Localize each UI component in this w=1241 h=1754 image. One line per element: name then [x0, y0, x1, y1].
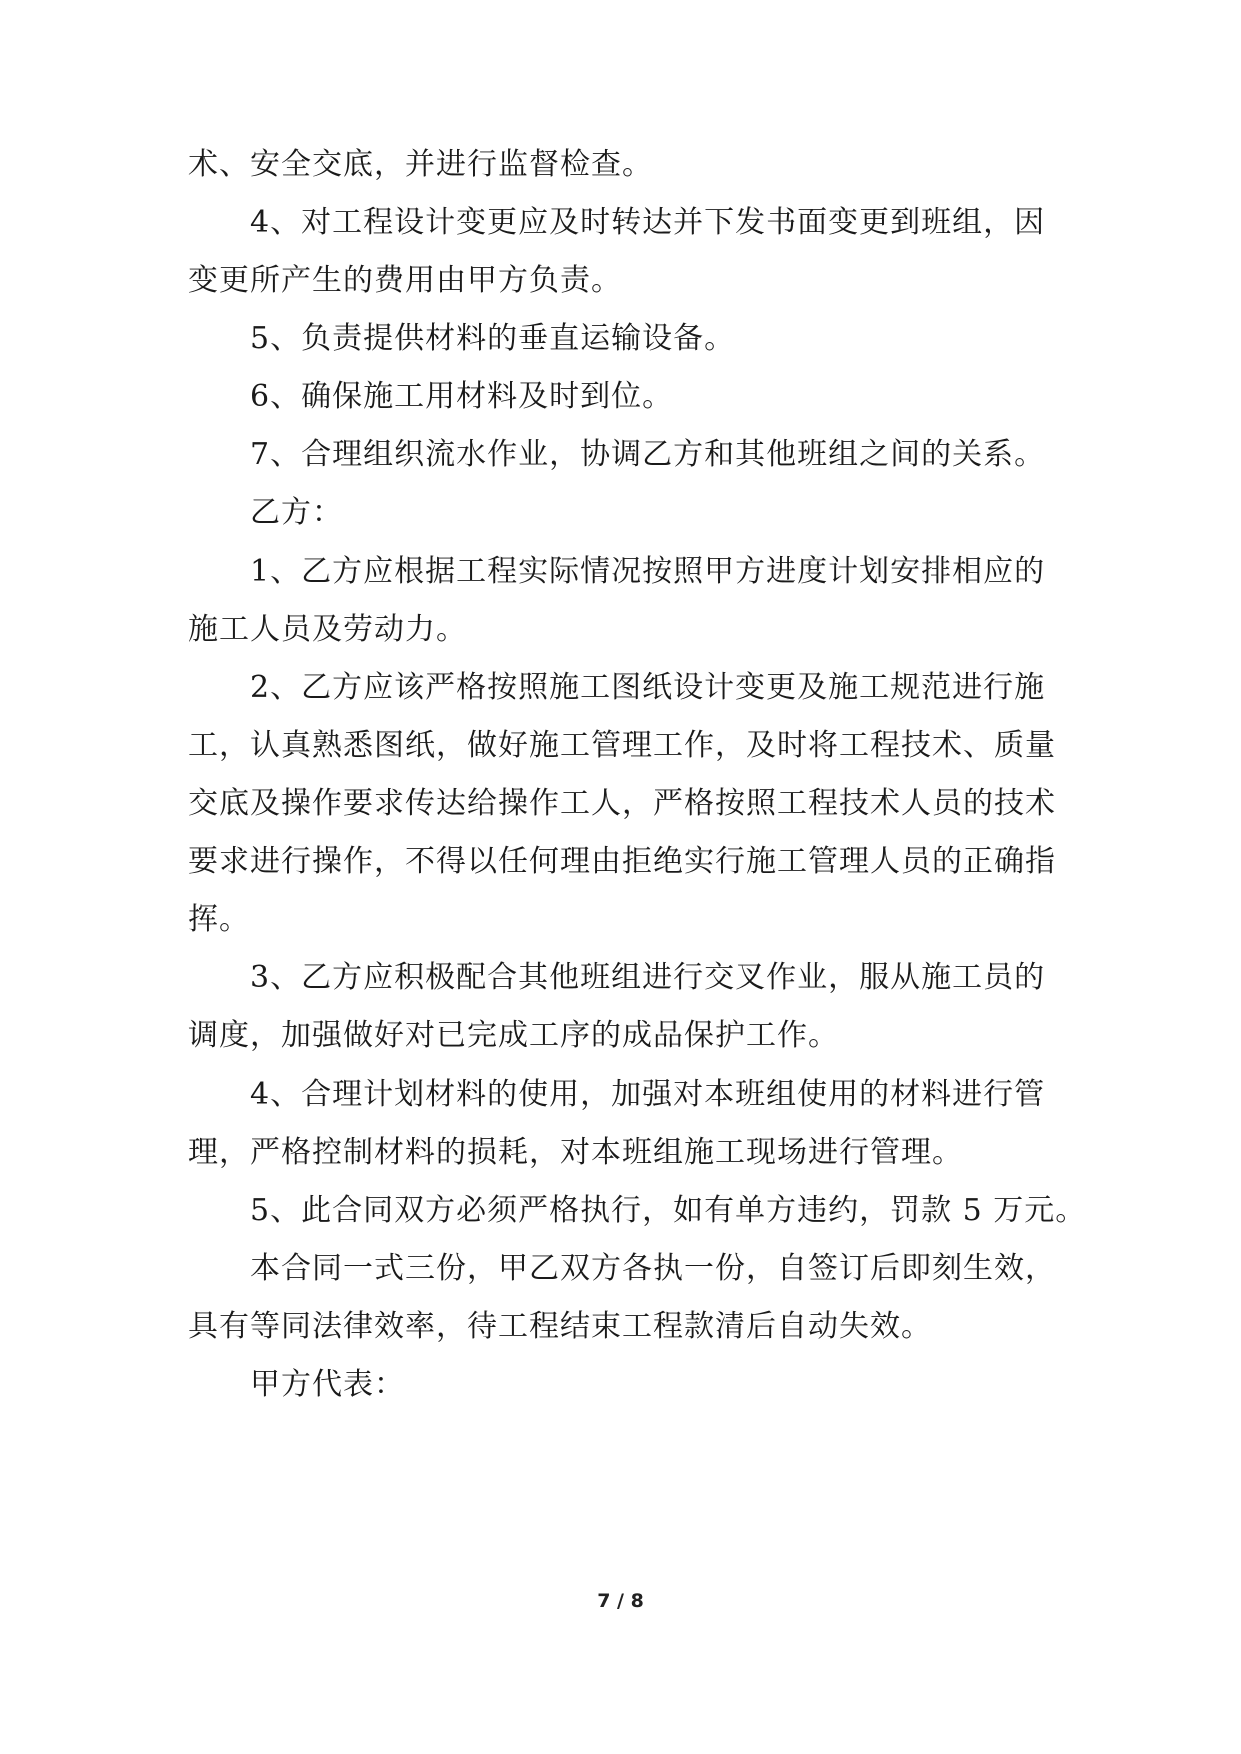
text-line: 5、负责提供材料的垂直运输设备。 — [250, 321, 736, 356]
text-line: 交底及操作要求传达给操作工人，严格按照工程技术人员的技术 — [188, 786, 1056, 821]
signature-label: 甲方代表： — [250, 1367, 405, 1402]
text-line: 2、乙方应该严格按照施工图纸设计变更及施工规范进行施 — [250, 670, 1046, 705]
text-line: 施工人员及劳动力。 — [188, 612, 467, 647]
text-line: 变更所产生的费用由甲方负责。 — [188, 263, 622, 298]
text-line: 1、乙方应根据工程实际情况按照甲方进度计划安排相应的 — [250, 554, 1046, 589]
text-line: 5、此合同双方必须严格执行，如有单方违约，罚款 5 万元。 — [250, 1193, 1087, 1228]
text-line: 要求进行操作，不得以任何理由拒绝实行施工管理人员的正确指 — [188, 844, 1056, 879]
text-line: 本合同一式三份，甲乙双方各执一份，自签订后即刻生效， — [250, 1251, 1056, 1286]
text-line: 调度，加强做好对已完成工序的成品保护工作。 — [188, 1018, 839, 1053]
text-line: 4、对工程设计变更应及时转达并下发书面变更到班组，因 — [250, 205, 1046, 240]
text-line: 6、确保施工用材料及时到位。 — [250, 379, 674, 414]
text-line: 术、安全交底，并进行监督检查。 — [188, 147, 653, 182]
text-line: 挥。 — [188, 902, 250, 937]
text-line: 理，严格控制材料的损耗，对本班组施工现场进行管理。 — [188, 1135, 963, 1170]
page-number: 7 / 8 — [597, 1590, 644, 1612]
text-line: 工，认真熟悉图纸，做好施工管理工作，及时将工程技术、质量 — [188, 728, 1056, 763]
text-line: 7、合理组织流水作业，协调乙方和其他班组之间的关系。 — [250, 437, 1046, 472]
text-line: 3、乙方应积极配合其他班组进行交叉作业，服从施工员的 — [250, 960, 1046, 995]
text-line: 4、合理计划材料的使用，加强对本班组使用的材料进行管 — [250, 1077, 1046, 1112]
section-heading: 乙方： — [250, 495, 343, 530]
text-line: 具有等同法律效率，待工程结束工程款清后自动失效。 — [188, 1309, 932, 1344]
